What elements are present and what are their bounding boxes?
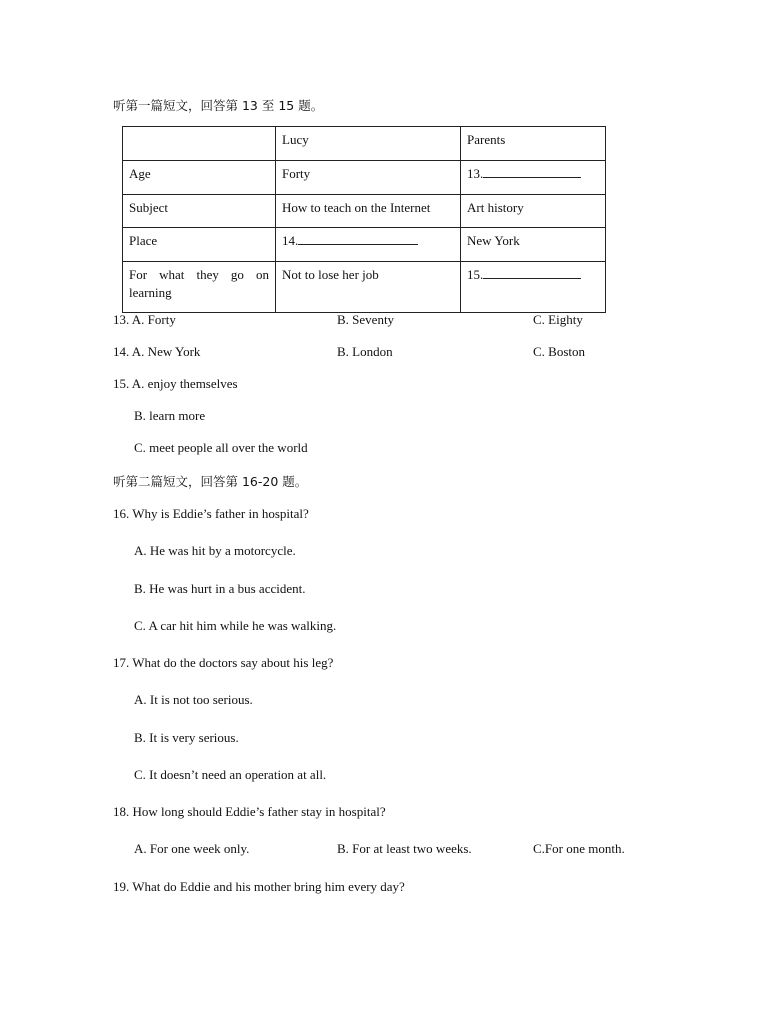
option-b[interactable]: B. learn more: [134, 408, 206, 423]
table-row: [123, 262, 606, 313]
option-b[interactable]: B. It is very serious.: [134, 730, 239, 745]
table-header-cell: [123, 127, 276, 161]
table-row: [123, 195, 606, 228]
table-row: [123, 228, 606, 262]
question-17-stem: 17. What do the doctors say about his leg?: [113, 655, 334, 670]
option-a[interactable]: A. For one week only.: [134, 841, 250, 856]
lucy-cell: Forty: [276, 161, 461, 195]
option-b[interactable]: B. He was hurt in a bus accident.: [134, 581, 306, 596]
question-15: [113, 376, 238, 392]
table-row: [123, 161, 606, 195]
row-label: Subject: [123, 195, 276, 228]
blank-number: 15.: [467, 267, 484, 282]
row-label: Age: [123, 161, 276, 195]
table-header-row: [123, 127, 606, 161]
answer-blank[interactable]: [483, 266, 581, 279]
info-table: [122, 126, 606, 313]
blank-number: 13.: [467, 166, 484, 181]
lucy-cell: How to teach on the Internet: [276, 195, 461, 228]
option-a[interactable]: A. enjoy themselves: [131, 376, 238, 391]
question-number: 15.: [113, 376, 130, 391]
option-a[interactable]: A. It is not too serious.: [134, 692, 253, 707]
question-13: [113, 312, 176, 328]
option-a[interactable]: A. Forty: [131, 312, 176, 327]
option-c[interactable]: C.For one month.: [533, 841, 625, 856]
answer-blank[interactable]: [483, 165, 581, 178]
parents-cell: [461, 262, 606, 313]
option-b[interactable]: B. For at least two weeks.: [337, 841, 472, 856]
option-c[interactable]: C. Eighty: [533, 312, 583, 327]
lucy-cell: Not to lose her job: [276, 262, 461, 313]
question-16-stem: 16. Why is Eddie’s father in hospital?: [113, 506, 309, 521]
row-label: Place: [123, 228, 276, 262]
answer-blank[interactable]: [298, 232, 418, 245]
blank-number: 14.: [282, 233, 299, 248]
section2-instruction: 听第二篇短文，回答第 16-20 题。: [113, 474, 308, 489]
option-c[interactable]: C. meet people all over the world: [134, 440, 308, 455]
question-number: 13.: [113, 312, 130, 327]
lucy-cell: [276, 228, 461, 262]
option-b[interactable]: B. London: [337, 344, 393, 359]
option-b[interactable]: B. Seventy: [337, 312, 395, 327]
table-header-cell: Parents: [461, 127, 606, 161]
option-a[interactable]: A. He was hit by a motorcycle.: [134, 543, 296, 558]
question-14: [113, 344, 200, 360]
option-c[interactable]: C. Boston: [533, 344, 586, 359]
option-c[interactable]: C. It doesn’t need an operation at all.: [134, 767, 327, 782]
section1-instruction: 听第一篇短文，回答第 13 至 15 题。: [113, 98, 324, 113]
parents-cell: New York: [461, 228, 606, 262]
parents-cell: Art history: [461, 195, 606, 228]
question-19-stem: 19. What do Eddie and his mother bring him every day?: [113, 879, 405, 894]
option-c[interactable]: C. A car hit him while he was walking.: [134, 618, 337, 633]
row-label: For what they go on learning: [123, 262, 276, 313]
parents-cell: [461, 161, 606, 195]
question-number: 14.: [113, 344, 130, 359]
table-header-cell: Lucy: [276, 127, 461, 161]
question-18-stem: 18. How long should Eddie’s father stay in hospital?: [113, 804, 386, 819]
option-a[interactable]: A. New York: [131, 344, 201, 359]
